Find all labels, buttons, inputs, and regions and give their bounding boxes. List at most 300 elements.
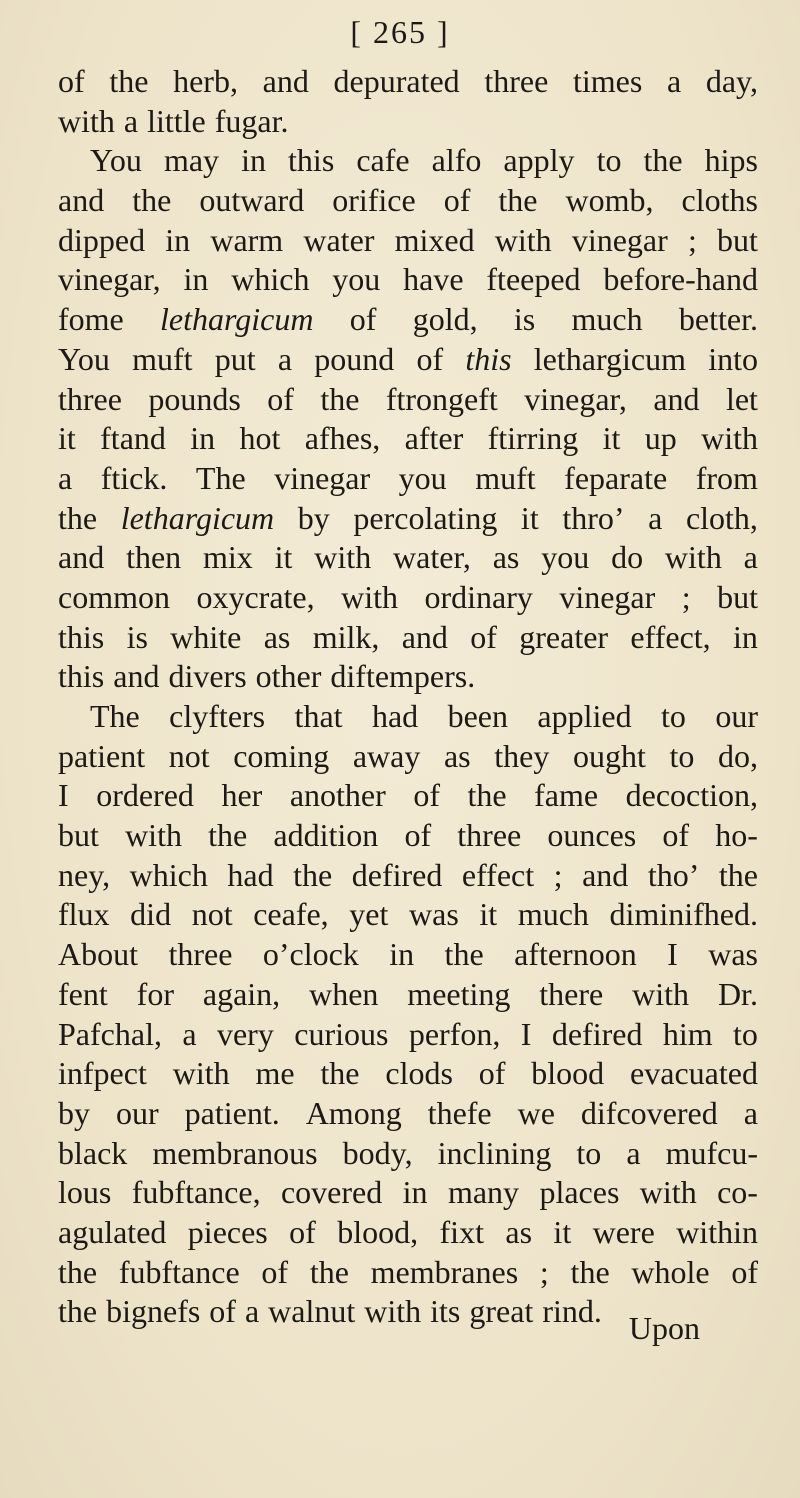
word: blood [531, 1055, 605, 1092]
word: vinegar, [524, 380, 627, 417]
word: great [469, 1293, 534, 1330]
word: dipped [58, 221, 146, 258]
catchword: Upon [628, 1310, 700, 1346]
word: as [263, 618, 291, 655]
word: You [58, 340, 110, 377]
word: and [582, 856, 629, 893]
word: ftirring [487, 420, 579, 457]
word: the [58, 499, 98, 536]
word: ftand [100, 420, 166, 457]
word: ; [687, 221, 697, 258]
word: divers [168, 658, 247, 695]
word: with [341, 578, 398, 615]
word: little [147, 102, 206, 139]
word: have [403, 261, 464, 298]
word: day, [705, 63, 758, 99]
text-line [58, 538, 758, 578]
word: away [352, 737, 421, 774]
word: it [274, 539, 293, 576]
word: the [293, 856, 333, 893]
word: afhes, [304, 420, 381, 457]
word: water, [393, 539, 471, 576]
word: the [718, 856, 758, 893]
word: the [570, 1253, 610, 1290]
word: a [182, 1015, 197, 1052]
word: which [231, 261, 310, 298]
word: water [303, 221, 375, 258]
text-line [58, 419, 758, 459]
word: of [209, 1293, 236, 1330]
word: our [715, 698, 758, 734]
word: the [208, 817, 248, 854]
text-line [58, 1213, 758, 1253]
word: womb, [565, 182, 654, 219]
word: let [725, 380, 758, 417]
word: and [262, 63, 309, 99]
word: oxycrate, [196, 578, 315, 615]
word: Pafchal, [58, 1015, 162, 1052]
text-line [58, 578, 758, 618]
text-line [58, 975, 758, 1015]
text-line [58, 380, 758, 420]
word: About [58, 936, 138, 973]
word: to [733, 1015, 758, 1052]
word: with [639, 1174, 697, 1211]
word: inclining [437, 1134, 552, 1171]
word: me [255, 1055, 295, 1092]
word: vinegar [274, 459, 371, 496]
word: the [132, 182, 172, 219]
word: with [632, 975, 690, 1012]
word: decoction, [625, 777, 758, 814]
word: white [170, 618, 242, 655]
word: gold, [412, 301, 478, 338]
word: of [416, 340, 444, 377]
word: diminifhed. [609, 896, 758, 933]
word: three [58, 380, 122, 417]
word: you [332, 261, 381, 298]
text-line [58, 856, 758, 896]
word: to [669, 737, 695, 774]
word: body, [342, 1134, 413, 1171]
text-line [58, 181, 758, 221]
word: to [661, 698, 686, 734]
word: into [708, 340, 758, 377]
body-text [58, 62, 758, 1332]
word: put [214, 340, 256, 377]
word: this [465, 340, 512, 377]
text-line [58, 221, 758, 261]
word: not [191, 896, 233, 933]
word: but [58, 817, 99, 854]
word: of [267, 380, 294, 417]
word: defired [551, 1015, 643, 1052]
word: difcovered [580, 1094, 718, 1131]
word: mixed [394, 221, 475, 258]
text-line [58, 737, 758, 777]
word: walnut [268, 1293, 356, 1330]
word: the [467, 777, 507, 814]
word: mufcu- [665, 1134, 758, 1171]
word: thefe [427, 1094, 492, 1131]
word: diftempers. [330, 658, 476, 695]
word: yet [349, 896, 389, 933]
word: of [404, 817, 432, 854]
word: been [447, 698, 508, 734]
word: we [517, 1094, 555, 1131]
word: this [58, 658, 105, 695]
word: ftick. [100, 459, 168, 496]
word: of [261, 1253, 289, 1290]
word: but [717, 578, 758, 615]
word: by [58, 1094, 90, 1131]
text-line [58, 1054, 758, 1094]
word: in [241, 142, 266, 179]
text-line [58, 260, 758, 300]
word: when [309, 975, 379, 1012]
word: had [227, 856, 274, 893]
word: the [58, 1293, 98, 1330]
text-line [58, 459, 758, 499]
word: it [58, 420, 76, 457]
word: they [494, 737, 550, 774]
word: was [708, 936, 758, 973]
word: within [676, 1213, 758, 1250]
word: fome [58, 301, 124, 338]
word: do [611, 539, 644, 576]
word: him [662, 1015, 713, 1052]
text-line [58, 340, 758, 380]
word: the [58, 1253, 98, 1290]
word: orifice [332, 182, 416, 219]
word: hot [239, 420, 281, 457]
word: effect [461, 856, 535, 893]
word: ; [553, 856, 563, 893]
word: ought [572, 737, 646, 774]
word: of [413, 777, 440, 814]
word: cloths [681, 182, 758, 219]
word: fubftance [118, 1253, 240, 1290]
word: the [643, 142, 683, 179]
word: You [90, 142, 142, 179]
word: clyfters [169, 698, 266, 734]
word: you [398, 459, 447, 496]
word: perfon, [408, 1015, 501, 1052]
word: had [371, 698, 419, 734]
word: but [717, 221, 758, 258]
word: lous [58, 1174, 112, 1211]
word: and [58, 539, 105, 576]
word: I [58, 777, 69, 814]
word: The [195, 459, 246, 496]
word: that [294, 698, 343, 734]
word: much [517, 896, 589, 933]
word: membranous [152, 1134, 318, 1171]
word: ordered [96, 777, 194, 814]
word: very [216, 1015, 274, 1052]
word: did [130, 896, 172, 933]
word: lethargicum [160, 301, 314, 338]
word: by [297, 499, 330, 536]
word: in [389, 936, 415, 973]
word: covered [280, 1174, 383, 1211]
word: ney, [58, 856, 111, 893]
word: better. [678, 301, 758, 338]
word: the [320, 1055, 360, 1092]
word: of [478, 1055, 506, 1092]
word: apply [503, 142, 575, 179]
word: a [666, 63, 682, 99]
text-line [58, 1253, 758, 1293]
text-line [58, 499, 758, 539]
word: with [494, 221, 552, 258]
word: you [541, 539, 590, 576]
word: with [364, 1293, 422, 1330]
word: and [653, 380, 700, 417]
text-line [58, 816, 758, 856]
word: in [183, 261, 209, 298]
word: vinegar [571, 221, 668, 258]
word: a [743, 539, 758, 576]
word: lethargicum [533, 340, 686, 377]
word: addition [273, 817, 379, 854]
word: again, [202, 975, 281, 1012]
text-line [58, 1173, 758, 1213]
word: it [602, 420, 621, 457]
word: a [123, 102, 139, 139]
word: with [58, 102, 115, 139]
word: patient [58, 737, 146, 774]
text-line [58, 895, 758, 935]
word: to [596, 142, 622, 179]
word: another [289, 777, 386, 814]
word: percolating [353, 499, 498, 536]
word: tho’ [647, 856, 700, 893]
word: of [289, 1213, 316, 1250]
word: ftrongeft [385, 380, 498, 417]
word: not [168, 737, 210, 774]
word: ; [681, 578, 691, 615]
word: a [626, 1134, 641, 1171]
word: with [125, 817, 182, 854]
word: it [553, 1213, 572, 1250]
word: membranes [370, 1253, 519, 1290]
text-line [58, 618, 758, 658]
word: this [288, 142, 335, 179]
word: fteeped [486, 261, 581, 298]
word: for [136, 975, 174, 1012]
word: coming [233, 737, 330, 774]
word: patient. [184, 1094, 280, 1131]
word: milk, [312, 618, 380, 655]
word: with [701, 420, 758, 457]
word: to [576, 1134, 602, 1171]
word: with [314, 539, 372, 576]
word: lethargicum [120, 499, 275, 536]
word: in [402, 1174, 428, 1211]
word: three [484, 63, 549, 99]
word: then [126, 539, 182, 576]
word: The [90, 698, 140, 734]
word: depurated [333, 63, 460, 99]
word: do, [718, 737, 758, 774]
word: our [115, 1094, 159, 1131]
word: muft [132, 340, 193, 377]
word: and [401, 618, 448, 655]
word: I [667, 936, 678, 973]
word: a [743, 1094, 758, 1131]
word: which [129, 856, 208, 893]
word: this [58, 618, 105, 655]
word: with [664, 539, 722, 576]
word: is [513, 301, 536, 338]
word: evacuated [630, 1055, 758, 1092]
word: pound [314, 340, 395, 377]
word: applied [537, 698, 632, 734]
word: fubftance, [131, 1174, 261, 1211]
text-line [58, 776, 758, 816]
word: in [190, 420, 216, 457]
word: ordinary [424, 578, 533, 615]
word: feparate [564, 459, 668, 496]
word: after [404, 420, 464, 457]
word: the [320, 380, 360, 417]
word: I [520, 1015, 532, 1052]
word: cafe [356, 142, 410, 179]
word: the [109, 63, 149, 99]
word: there [539, 975, 604, 1012]
word: o’clock [262, 936, 359, 973]
word: blood, [337, 1213, 419, 1250]
page-number: [ 265 ] [350, 14, 450, 50]
word: black [58, 1134, 128, 1171]
word: with [172, 1055, 230, 1092]
word: ho- [715, 817, 758, 854]
word: is [126, 618, 148, 655]
word: pounds [148, 380, 241, 417]
text-line [58, 1134, 758, 1174]
word: fixt [439, 1213, 484, 1250]
word: hips [704, 142, 758, 179]
word: from [695, 459, 758, 496]
word: infpect [58, 1055, 147, 1092]
word: as [492, 539, 520, 576]
word: was [409, 896, 459, 933]
word: fugar. [214, 102, 289, 139]
word: as [443, 737, 471, 774]
word: thro’ [562, 499, 625, 536]
word: afternoon [514, 936, 637, 973]
word: of [731, 1253, 758, 1290]
word: ; [539, 1253, 549, 1290]
word: were [592, 1213, 655, 1250]
word: three [168, 936, 233, 973]
word: in [165, 221, 191, 258]
word: curious [294, 1015, 389, 1052]
word: and [113, 658, 160, 695]
word: defired [351, 856, 443, 893]
word: agulated [58, 1213, 167, 1250]
word: of [662, 817, 690, 854]
word: in [733, 618, 758, 655]
word: effect, [630, 618, 711, 655]
word: meeting [407, 975, 511, 1012]
word: Dr. [717, 975, 758, 1012]
word: of [443, 182, 471, 219]
word: the [309, 1253, 349, 1290]
word: places [539, 1174, 620, 1211]
word: common [58, 578, 170, 615]
word: and [58, 182, 105, 219]
word: mix [203, 539, 253, 576]
word: before-hand [603, 261, 758, 298]
text-line [58, 697, 758, 737]
word: vinegar, [58, 261, 161, 298]
word: clods [385, 1055, 453, 1092]
word: other [255, 658, 322, 695]
word: alfo [431, 142, 482, 179]
word: her [221, 777, 263, 814]
word: of [470, 618, 497, 655]
word: much [571, 301, 643, 338]
word: co- [717, 1174, 758, 1211]
word: as [505, 1213, 533, 1250]
word: greater [519, 618, 609, 655]
word: it [520, 499, 539, 536]
word: ceafe, [253, 896, 329, 933]
word: it [479, 896, 498, 933]
word: vinegar [559, 578, 656, 615]
text-line [58, 935, 758, 975]
word: muft [475, 459, 536, 496]
word: three [457, 817, 522, 854]
text-line [58, 102, 758, 142]
word: a [58, 459, 73, 496]
text-line [58, 62, 758, 102]
word: times [572, 63, 643, 99]
word: fame [534, 777, 599, 814]
word: ounces [547, 817, 637, 854]
text-line [58, 1094, 758, 1134]
word: a [648, 499, 663, 536]
word: bignefs [106, 1293, 201, 1330]
text-line [58, 141, 758, 181]
text-line [58, 1015, 758, 1055]
word: of [58, 63, 85, 99]
word: flux [58, 896, 110, 933]
word: outward [199, 182, 305, 219]
text-line [58, 657, 758, 697]
word: fent [58, 975, 108, 1012]
word: a [277, 340, 293, 377]
word: a [244, 1293, 260, 1330]
word: Among [305, 1094, 402, 1131]
word: warm [210, 221, 284, 258]
word: its [430, 1293, 461, 1330]
word: herb, [173, 63, 238, 99]
word: whole [631, 1253, 710, 1290]
text-line [58, 300, 758, 340]
word: pieces [187, 1213, 268, 1250]
word: may [163, 142, 220, 179]
word: many [447, 1174, 520, 1211]
word: up [644, 420, 677, 457]
word: the [444, 936, 484, 973]
word: cloth, [685, 499, 758, 536]
word: the [498, 182, 538, 219]
word: rind. [542, 1293, 602, 1330]
word: of [349, 301, 377, 338]
